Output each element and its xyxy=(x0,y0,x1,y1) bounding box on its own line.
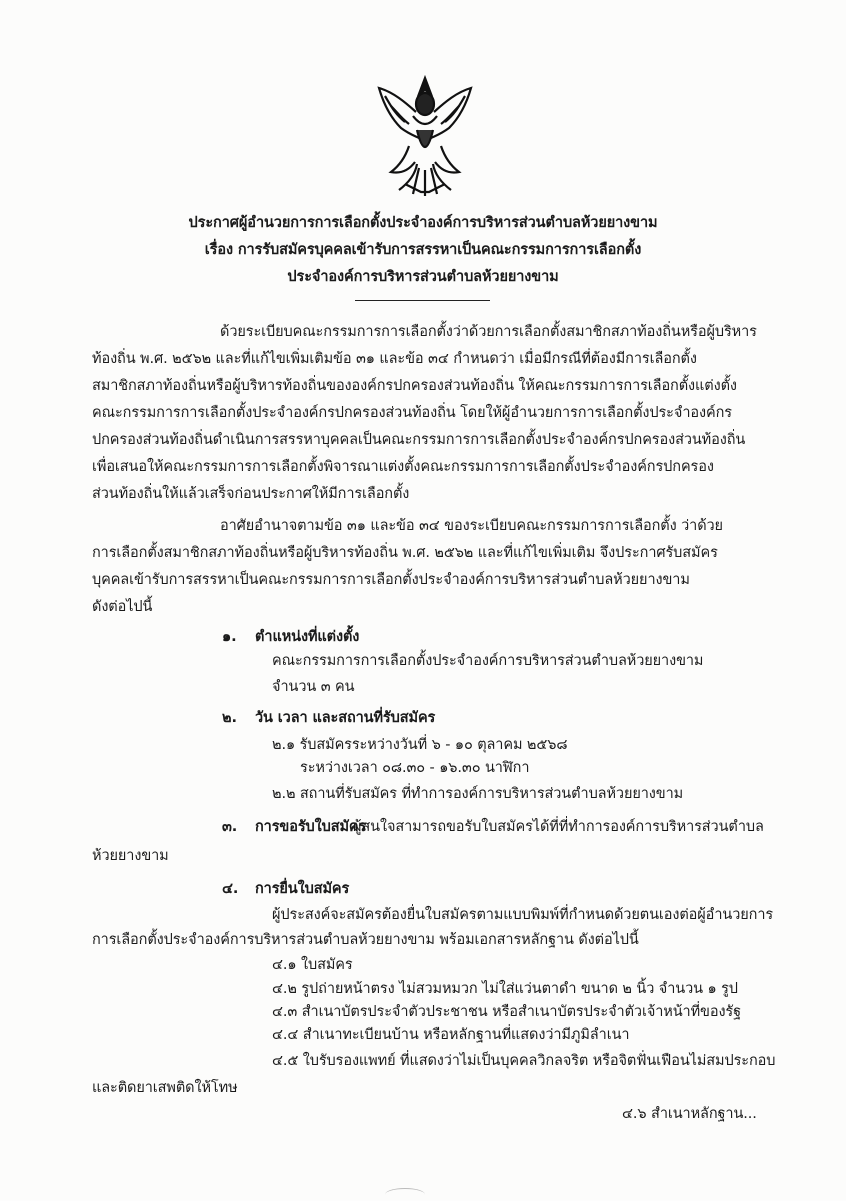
title-divider xyxy=(355,300,490,301)
document-list-item: ๔.๔ สำเนาทะเบียนบ้าน หรือหลักฐานที่แสดงว่ามีภูมิลำเนา xyxy=(272,1027,630,1043)
paragraph-line: บุคคลเข้ารับการสรรหาเป็นคณะกรรมการการเลือกตั้งประจำองค์การบริหารส่วนตำบลห้วยยางขาม xyxy=(92,572,690,588)
section-3-heading: การขอรับใบสมัคร xyxy=(255,819,367,835)
paragraph-line: การเลือกตั้งสมาชิกสภาท้องถิ่นหรือผู้บริหารท้องถิ่น พ.ศ. ๒๕๖๒ และที่แก้ไขเพิ่มเติม จึงประกาศรับสมัคร xyxy=(92,545,718,561)
section-1-line: คณะกรรมการการเลือกตั้งประจำองค์การบริหารส่วนตำบลห้วยยางขาม xyxy=(272,653,704,669)
section-4-line: และติดยาเสพติดให้โทษ xyxy=(92,1080,238,1096)
section-4-line: ผู้ประสงค์จะสมัครต้องยื่นใบสมัครตามแบบพิมพ์ที่กำหนดด้วยตนเองต่อผู้อำนวยการ xyxy=(272,907,774,923)
announcement-subject-cont: ประจำองค์การบริหารส่วนตำบลห้วยยางขาม xyxy=(287,269,559,285)
section-4-number: ๔. xyxy=(222,881,239,897)
section-2-heading: วัน เวลา และสถานที่รับสมัคร xyxy=(255,710,436,726)
paragraph-line: ดังต่อไปนี้ xyxy=(92,599,153,615)
announcement-title: ประกาศผู้อำนวยการการเลือกตั้งประจำองค์การบริหารส่วนตำบลห้วยยางขาม xyxy=(188,215,658,231)
document-list-item: ๔.๒ รูปถ่ายหน้าตรง ไม่สวมหมวก ไม่ใส่แว่นตาดำ ขนาด ๒ นิ้ว จำนวน ๑ รูป xyxy=(272,981,738,997)
section-2-line: ๒.๑ รับสมัครระหว่างวันที่ ๖ - ๑๐ ตุลาคม ๒๕๖๘ xyxy=(272,737,568,753)
paragraph-line: สมาชิกสภาท้องถิ่นหรือผู้บริหารท้องถิ่นขององค์กรปกครองส่วนท้องถิ่น ให้คณะกรรมการการเลือกตั้งแต่งตั้ง xyxy=(92,378,737,394)
section-3-line: ห้วยยางขาม xyxy=(92,848,169,864)
paragraph-line: ท้องถิ่น พ.ศ. ๒๕๖๒ และที่แก้ไขเพิ่มเติมข้อ ๓๑ และข้อ ๓๔ กำหนดว่า เมื่อมีกรณีที่ต้องมีการเลือกตั้ง xyxy=(92,351,697,367)
announcement-subject: เรื่อง การรับสมัครบุคคลเข้ารับการสรรหาเป็นคณะกรรมการการเลือกตั้ง xyxy=(204,242,642,258)
section-1-number: ๑. xyxy=(222,629,237,645)
continuation-marker: ๔.๖ สำเนาหลักฐาน... xyxy=(622,1106,757,1122)
document-list-item: ๔.๕ ใบรับรองแพทย์ ที่แสดงว่าไม่เป็นบุคคลวิกลจริต หรือจิตฟั่นเฟือนไม่สมประกอบ xyxy=(272,1053,776,1069)
section-1-heading: ตำแหน่งที่แต่งตั้ง xyxy=(255,629,360,645)
paragraph-line: ปกครองส่วนท้องถิ่นดำเนินการสรรหาบุคคลเป็นคณะกรรมการการเลือกตั้งประจำองค์กรปกครองส่วนท้องถิ่น xyxy=(92,432,746,448)
page-edge-mark xyxy=(385,1188,425,1201)
section-4-heading: การยื่นใบสมัคร xyxy=(255,881,350,897)
section-1-line: จำนวน ๓ คน xyxy=(272,679,355,695)
paragraph-line: เพื่อเสนอให้คณะกรรมการการเลือกตั้งพิจารณาแต่งตั้งคณะกรรมการการเลือกตั้งประจำองค์กรปกครอง xyxy=(92,459,714,475)
section-4-line: การเลือกตั้งประจำองค์การบริหารส่วนตำบลห้วยยางขาม พร้อมเอกสารหลักฐาน ดังต่อไปนี้ xyxy=(92,932,639,948)
section-3-number: ๓. xyxy=(222,819,238,835)
paragraph-line: ด้วยระเบียบคณะกรรมการการเลือกตั้งว่าด้วยการเลือกตั้งสมาชิกสภาท้องถิ่นหรือผู้บริหาร xyxy=(220,324,757,340)
paragraph-line: คณะกรรมการการเลือกตั้งประจำองค์กรปกครองส่วนท้องถิ่น โดยให้ผู้อำนวยการการเลือกตั้งประจำองค์กร xyxy=(92,405,732,421)
section-2-number: ๒. xyxy=(222,710,237,726)
section-2-line: ระหว่างเวลา ๐๘.๓๐ - ๑๖.๓๐ นาฬิกา xyxy=(300,760,530,776)
document-list-item: ๔.๑ ใบสมัคร xyxy=(272,957,353,973)
section-2-line: ๒.๒ สถานที่รับสมัคร ที่ทำการองค์การบริหารส่วนตำบลห้วยยางขาม xyxy=(272,786,684,802)
document-list-item: ๔.๓ สำเนาบัตรประจำตัวประชาชน หรือสำเนาบัตรประจำตัวเจ้าหน้าที่ของรัฐ xyxy=(272,1004,742,1020)
paragraph-line: ส่วนท้องถิ่นให้แล้วเสร็จก่อนประกาศให้มีการเลือกตั้ง xyxy=(92,486,410,502)
paragraph-line: อาศัยอำนาจตามข้อ ๓๑ และข้อ ๓๔ ของระเบียบคณะกรรมการการเลือกตั้ง ว่าด้วย xyxy=(220,518,723,534)
section-3-line: ผู้สนใจสามารถขอรับใบสมัครได้ที่ที่ทำการองค์การบริหารส่วนตำบล xyxy=(353,819,764,835)
garuda-emblem-icon xyxy=(365,72,485,200)
